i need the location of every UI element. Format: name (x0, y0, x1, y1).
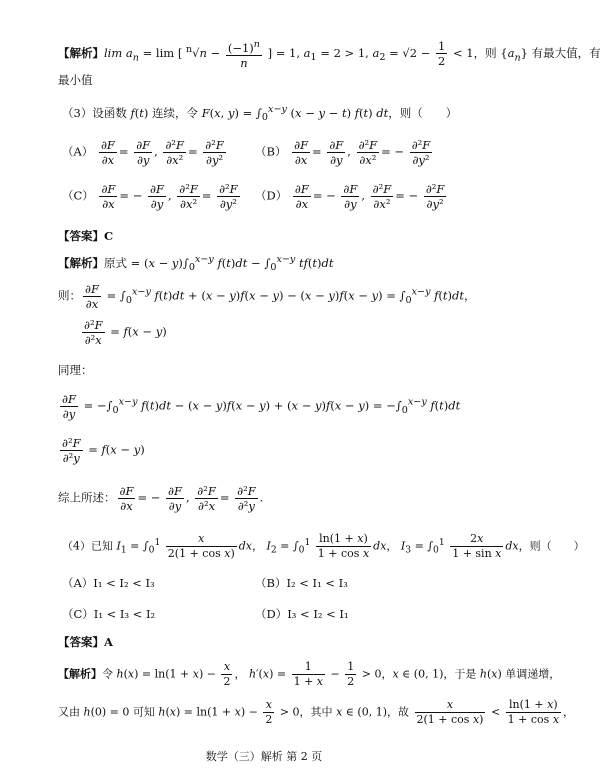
q3-solution-line-1: 【解析】原式 = $(x - y)\int_0^{x-y}$ $f(t)dt - \int_0^{x-y}$ tf(t)dt (58, 254, 334, 274)
q3-option-c: （C） $\frac{\partial F}{\partial x}$ = − $\frac{\partial F}{\partial y}$ , $\frac{\text{∂²F}}{\text{∂x²}}$ = $\frac{\text{∂²F}}{\text{∂y²}}$ (62, 182, 238, 211)
q4-option-a: （A）I₁ < I₂ < I₃ (62, 576, 155, 590)
q4-option-d: （D）I₃ < I₂ < I₁ (255, 607, 349, 621)
prev-solution-end: 最小值 (58, 73, 93, 87)
q4-solution-line-1: 【解析】令 h(x) = ln(1 + x) − $\frac{x}{2}$ ， h′(x) = $\frac{1}{1 + x}$ − $\frac{1}{2}$ > 0，x ∈ (0, 1)，于是 h(x) 单调递增， (58, 660, 561, 688)
q3-solution-dy-2: $\frac{\text{∂²F}}{\text{∂²y}}$ = f(x − y) (62, 436, 145, 465)
q3-answer: 【答案】C (58, 229, 114, 243)
prev-solution-line: 【解析】$\lim a_n = \lim$ [ $^n$√n − $\frac{(-1)^n}{n}$ ] = 1, $a_1 = 2 > 1$, $a_2 = √2$ − $\frac{1}{2}$ < 1，则 $\{a_n\}$ 有最大值，有 (58, 39, 601, 70)
q4-option-c: （C）I₁ < I₃ < I₂ (62, 607, 156, 621)
q3-option-d: （D） $\frac{\partial F}{\partial x}$ = − $\frac{\partial F}{\partial y}$ , $\frac{\text{∂²F}}{\text{∂x²}}$ = − $\frac{\text{∂²F}}{\text{∂y²}}$ (255, 182, 445, 211)
q3-stem: （3）设函数 f(t) 连续，令 F(x, $y) = \int_0^{x-y}$ (x − y − t) f(t) dt，则（ ） (62, 104, 458, 124)
q3-solution-line-2: 则： $\frac{\partial F}{\partial x}$ = $\int_0^{x-y}$ $f(t)dt + (x - y)f(x - y) - (x - y)f(x - y) = \int_0^{x-y}$ f(t)dt， (58, 282, 476, 311)
q3-solution-line-3: $\frac{\text{∂²F}}{\text{∂²x}}$ = f(x − y) (84, 318, 167, 347)
q3-similarly: 同理： (58, 363, 93, 377)
q4-solution-line-2: 又由 h(0) = 0 可知 h(x) = ln(1 + x) − $\frac{x}{2}$ > 0，其中 x ∈ (0, 1)，故 $\frac{x}{\text{2(1 + cos x)}}$ < $\frac{\ln(1 + x)}{\text{1 + cos x}}$ ， (58, 698, 575, 726)
page-footer: 数学（三）解析 第 2 页 (205, 750, 323, 763)
q4-option-b: （B）I₂ < I₁ < I₃ (255, 576, 348, 590)
q3-option-b: （B） $\frac{\partial F}{\partial x}$ = $\frac{\partial F}{\partial y}$ , $\frac{\text{∂²F}}{\text{∂x²}}$ = − $\frac{\text{∂²F}}{\text{∂y²}}$ (255, 138, 431, 167)
q4-answer: 【答案】A (58, 635, 113, 649)
q3-summary: 综上所述： $\frac{\partial F}{\partial x}$ = − $\frac{\partial F}{\partial y}$ , $\frac{\text{∂²F}}{\text{∂²x}}$ = $\frac{\text{∂²F}}{\text{∂²y}}$ . (58, 484, 264, 513)
q3-option-a: （A） $\frac{\partial F}{\partial x}$ = $\frac{\partial F}{\partial y}$ , $\frac{\text{∂²F}}{\text{∂x²}}$ = $\frac{\text{∂²F}}{\text{∂y²}}$ (62, 138, 224, 167)
q4-stem: （4）已知 $I_1 = \int_0^1$ $\frac{x}{\text{2(1 + cos x)}}$ dx， $I_2 = \int_0^1$ $\frac{\ln(1 + x)}{\text{1 + cos x}}$ dx， $I_3 = \int_0^1$ $\frac{2x}{\text{1 + sin x}}$ dx，则（ ） (62, 532, 585, 560)
q3-solution-dy-1: $\frac{\partial F}{\partial y}$ = $-\int_0^{x-y}$ $f(t)dt - (x - y)f(x - y) + (x - y)f(x - y) = -\int_0^{x-y}$ f(t)dt (62, 392, 461, 421)
